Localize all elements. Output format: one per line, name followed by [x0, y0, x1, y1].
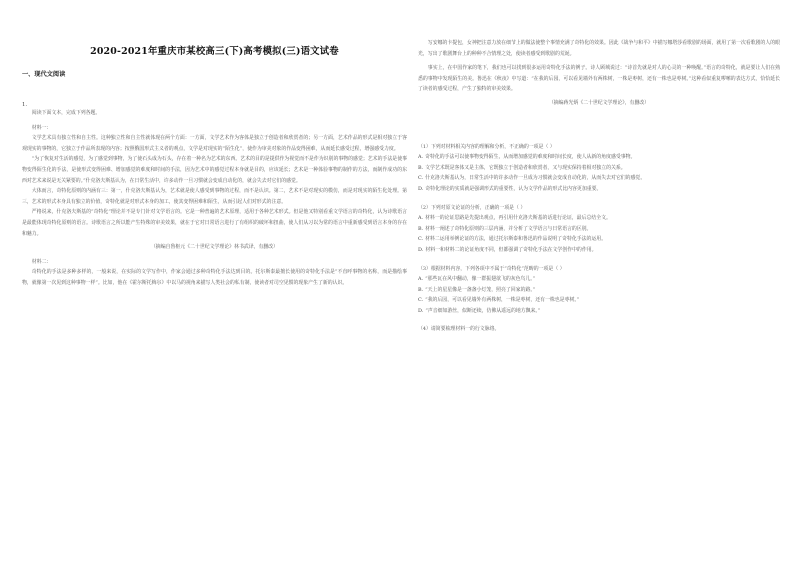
question-3 — [418, 264, 780, 317]
question-4 — [418, 324, 780, 335]
option-b[interactable]: B. “天上的星星像是一盏盏小灯笼，照亮了回家的路。” — [418, 286, 536, 293]
document-title: 2020-2021年重庆市某校高三(下)高考模拟(三)语文试卷 — [90, 46, 339, 57]
paragraph: 大体而言，奇特化原则的内涵有三：第一，什克洛夫斯基认为，艺术就是使人感受到事物的过程，而不是认识。第二，艺术不是对现实的模仿，而是对现实的陌生化处理。第三，艺术的形式本身具有独立的价值，奇特化就是对形式本身的加工，使其变得困难和陌生，从而引起人们对形式的注意。 — [22, 188, 407, 205]
option-a[interactable]: A. “那些瓦在风中翻动，像一群振翅欲飞的灰色鸟儿。” — [418, 276, 536, 283]
question-number: 1. — [22, 102, 28, 108]
section-heading: 一、现代文阅读 — [22, 71, 66, 78]
option-c[interactable]: C. 什克洛夫斯基认为，日常生活中的许多动作一旦成为习惯就会变成自动化的，从而失去对它们的感觉。 — [418, 175, 646, 182]
left-column — [22, 0, 407, 565]
option-b[interactable]: B. 文学艺术既是客体又是主体，它既独立于创造者和欣赏者，又与现实保持着相对独立的关系。 — [418, 164, 626, 171]
option-d[interactable]: D. 奇特化理论的实质就是强调形式的重要性，认为文学作品的形式比内容更加重要。 — [418, 185, 602, 192]
material-2-label: 材料二： — [31, 258, 52, 265]
paragraph: 奇特化的手法是多种多样的，一般来说，在实际的文学写作中，作家会通过多种奇特化手法达到目的。托尔斯泰最擅长使用的奇特化手法是“不直呼事物的名称，而是描绘事物，就像第一次见到这种事物一样”。比如，他在《霍尔斯托梅尔》中以马的视角来描写人类社会的私有制，使读者对司空见惯的现象产生了新的认识。 — [22, 269, 407, 286]
question-stem: （2）下列对原文论证的分析，正确的一项是（ ） — [418, 204, 526, 211]
instruction-text: 阅读下面文本，完成下列各题。 — [31, 110, 101, 116]
question-stem: （3）根据材料内容，下列各项中不属于“奇特化”范畴的一项是（ ） — [418, 265, 565, 272]
paragraph: 写安娜的卡提包，女神把注意力放在细节上的做法使整个事情充满了奇特化的效果。因此《战争与和平》中描写娜塔莎看歌剧的场面，就用了第一次看歌剧的人的眼光，写出了歌剧舞台上的种种不合情理之处，使读者感受到歌剧的荒诞。 — [418, 40, 780, 57]
option-d[interactable]: D. “声音细如游丝，似断还续，仿佛从遥远的地方飘来。” — [418, 307, 541, 314]
question-2 — [418, 203, 780, 256]
option-b[interactable]: B. 材料一阐述了奇特化原则的三层内涵，并分析了文学语言与日常语言的区别。 — [418, 225, 592, 232]
material-1-label: 材料一： — [31, 124, 52, 131]
option-d[interactable]: D. 材料一和材料二的论证角度不同，但都强调了奇特化手法在文学创作中的作用。 — [418, 246, 597, 253]
question-1 — [418, 142, 780, 195]
paragraph: 严格说来，什克洛夫斯基的“奇特化”理论并不是专门针对文学语言的。它是一种普遍的艺术原理，适用于各种艺术形式。但是他又特别看重文学语言的奇特化，认为诗歌语言是最能体现奇特化原则的语言。诗歌语言之所以能产生特殊的审美效果，就在于它对日常语言进行了有组织的破坏和扭曲，使人们从习以为常的语言中重新感受到语言本身的存在和魅力。 — [22, 209, 407, 237]
paragraph: 文学艺术具有独立性和自主性。这种独立性和自主性就体现在两个方面：一方面，文学艺术作为客体是独立于创造者和欣赏者的；另一方面，艺术作品的形式是相对独立于客观现实的事物的，它独立于作品所表现的内容；按照俄国形式主义者的观点，文学是对现实的“陌生化”，使作为审美对象的作品变得困难，从而延长感受过程，增强感受力度。 — [22, 135, 407, 152]
source-note-1: （摘编自鲁枢元《二十世纪文学理论》林书武译，有删改） — [150, 244, 279, 251]
paragraph: “为了恢复对生活的感觉，为了感觉到事物，为了使石头成为石头，存在着一种名为艺术的东西。艺术的目的是提供作为视觉而不是作为识别的事物的感觉；艺术的手法是使事物变得陌生化的手法，是使形式变得困难、增加感觉的难度和时间的手法，因为艺术中的感觉过程本身就是目的，应该延长；艺术是一种体验事物的制作的方法，而制作成功的东西对艺术来说是无关紧要的。”什克洛夫斯基认为，在日常生活中，许多动作一旦习惯就会变成自动化的，就会失去对它们的感觉。 — [22, 156, 407, 184]
option-a[interactable]: A. 奇特化的手法可以使事物变得陌生，从而增加感觉的难度和时间长度，使人从新的角度感受事物。 — [418, 154, 636, 161]
paragraph: 事实上，在中国作家的笔下，我们也可以找到很多运用奇特化手法的例子。诗人顾城说过：“诗首先就是对人的心灵的一种唤醒。”语言的奇特化，就是要让人们在熟悉的事物中发现陌生的美。鲁迅在《秋夜》中写道：“在我的后园，可以看见墙外有两株树，一株是枣树，还有一株也是枣树。”这种看似重复啰嗦的表达方式，恰恰延长了读者的感受过程，产生了独特的审美效果。 — [418, 65, 780, 93]
option-c[interactable]: C. “我的后园，可以看见墙外有两株树，一株是枣树，还有一株也是枣树。” — [418, 297, 580, 304]
option-a[interactable]: A. 材料一的论证思路是先提出观点，再引用什克洛夫斯基的话进行论证，最后总结全文。 — [418, 215, 611, 222]
right-column — [418, 0, 780, 565]
question-stem: （4）请简要梳理材料一的行文脉络。 — [418, 326, 500, 333]
question-stem: （1）下列对材料相关内容的理解和分析，不正确的一项是（ ） — [418, 143, 555, 150]
source-note-2: （摘编蒋光炳《二十世纪文学理论》，有删改） — [548, 99, 650, 106]
option-c[interactable]: C. 材料二运用举例论证的方法，通过托尔斯泰和鲁迅的作品说明了奇特化手法的运用。 — [418, 236, 607, 243]
